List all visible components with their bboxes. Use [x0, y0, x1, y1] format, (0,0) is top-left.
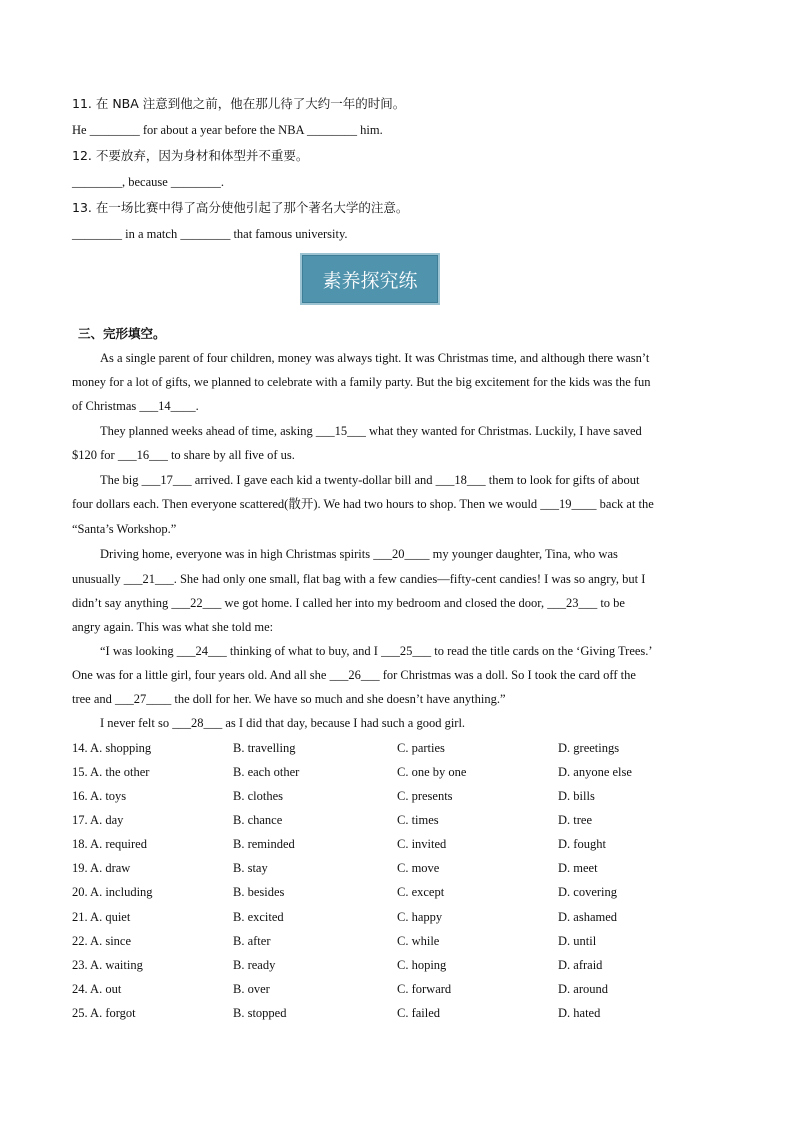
- option-d: D. fought: [558, 837, 606, 851]
- option-d: D. hated: [558, 1006, 601, 1020]
- option-b: B. travelling: [233, 741, 296, 755]
- option-b: B. chance: [233, 813, 283, 827]
- option-b: B. each other: [233, 765, 300, 779]
- option-c: C. parties: [397, 741, 445, 755]
- option-b: B. stopped: [233, 1006, 287, 1020]
- option-a: 22. A. since: [72, 934, 132, 948]
- passage-line: of Christmas ___14____.: [72, 399, 199, 413]
- option-a: 18. A. required: [72, 837, 147, 851]
- option-d: D. tree: [558, 813, 593, 827]
- option-d: D. greetings: [558, 741, 620, 755]
- passage-line: “Santa’s Workshop.”: [72, 522, 177, 536]
- option-row: [72, 884, 772, 900]
- option-b: B. ready: [233, 958, 276, 972]
- option-a: 20. A. including: [72, 885, 153, 899]
- question-12-answer-line: ________, because ________.: [72, 175, 225, 189]
- option-c: C. presents: [397, 789, 453, 803]
- passage-line: As a single parent of four children, money was always tight. It was Christmas time, and although there wasn’t: [100, 351, 650, 365]
- passage-line: tree and ___27____ the doll for her. We have so much and she doesn’t have anything.”: [72, 692, 506, 706]
- passage-line: money for a lot of gifts, we planned to celebrate with a family party. But the big excitement for the kids was the fun: [72, 375, 651, 389]
- question-11-answer-line: He ________ for about a year before the NBA ________ him.: [72, 123, 383, 137]
- option-c: C. while: [397, 934, 440, 948]
- question-11-prompt: 11. 在 NBA 注意到他之前，他在那儿待了大约一年的时间。: [72, 96, 406, 111]
- option-c: C. except: [397, 885, 445, 899]
- option-d: D. until: [558, 934, 597, 948]
- passage-line: $120 for ___16___ to share by all five of us.: [72, 448, 295, 462]
- option-a: 23. A. waiting: [72, 958, 143, 972]
- option-b: B. over: [233, 982, 270, 996]
- passage-line: didn’t say anything ___22___ we got home. I called her into my bedroom and closed the door, ___23___ to be: [72, 596, 625, 610]
- passage-line: They planned weeks ahead of time, asking ___15___ what they wanted for Christmas. Luckily, I have saved: [100, 424, 642, 438]
- passage-line: “I was looking ___24___ thinking of what to buy, and I ___25___ to read the title cards on the ‘Giving Trees.’: [100, 644, 653, 658]
- option-d: D. covering: [558, 885, 618, 899]
- option-a: 16. A. toys: [72, 789, 127, 803]
- option-row: [72, 933, 772, 949]
- option-c: C. forward: [397, 982, 452, 996]
- option-d: D. ashamed: [558, 910, 618, 924]
- option-row: [72, 812, 772, 828]
- option-b: B. clothes: [233, 789, 283, 803]
- option-c: C. move: [397, 861, 440, 875]
- option-d: D. afraid: [558, 958, 603, 972]
- option-a: 17. A. day: [72, 813, 124, 827]
- question-13-answer-line: ________ in a match ________ that famous university.: [72, 227, 348, 241]
- option-c: C. invited: [397, 837, 447, 851]
- option-row: [72, 740, 772, 756]
- passage-line: I never felt so ___28___ as I did that day, because I had such a good girl.: [100, 716, 466, 730]
- option-c: C. one by one: [397, 765, 467, 779]
- passage-line: angry again. This was what she told me:: [72, 620, 274, 634]
- option-row: [72, 860, 772, 876]
- option-a: 14. A. shopping: [72, 741, 152, 755]
- option-row: [72, 836, 772, 852]
- passage-line: four dollars each. Then everyone scattered(散开). We had two hours to shop. Then we would ___19____ back at the: [72, 497, 654, 511]
- option-d: D. anyone else: [558, 765, 632, 779]
- passage-line: One was for a little girl, four years old. And all she ___26___ for Christmas was a doll. So I took the card off the: [72, 668, 636, 682]
- option-b: B. reminded: [233, 837, 295, 851]
- option-c: C. hoping: [397, 958, 447, 972]
- question-12-prompt: 12. 不要放弃，因为身材和体型并不重要。: [72, 148, 309, 163]
- option-a: 21. A. quiet: [72, 910, 131, 924]
- option-b: B. besides: [233, 885, 285, 899]
- option-c: C. happy: [397, 910, 443, 924]
- option-row: [72, 788, 772, 804]
- passage-line: unusually ___21___. She had only one small, flat bag with a few candies—fifty-cent candies! I was so angry, but I: [72, 572, 646, 586]
- option-row: [72, 1005, 772, 1021]
- section-heading: 三、完形填空。: [78, 326, 166, 341]
- option-b: B. stay: [233, 861, 268, 875]
- option-c: C. times: [397, 813, 439, 827]
- option-d: D. bills: [558, 789, 595, 803]
- option-b: B. after: [233, 934, 271, 948]
- option-row: [72, 909, 772, 925]
- passage-line: Driving home, everyone was in high Christmas spirits ___20____ my younger daughter, Tina, who was: [100, 547, 618, 561]
- option-b: B. excited: [233, 910, 284, 924]
- option-a: 15. A. the other: [72, 765, 150, 779]
- option-a: 25. A. forgot: [72, 1006, 136, 1020]
- section-banner: 素养探究练: [300, 253, 440, 305]
- option-row: [72, 764, 772, 780]
- option-row: [72, 981, 772, 997]
- option-a: 24. A. out: [72, 982, 122, 996]
- question-13-prompt: 13. 在一场比赛中得了高分使他引起了那个著名大学的注意。: [72, 200, 409, 215]
- option-row: [72, 957, 772, 973]
- option-d: D. around: [558, 982, 608, 996]
- option-a: 19. A. draw: [72, 861, 131, 875]
- passage-line: The big ___17___ arrived. I gave each kid a twenty-dollar bill and ___18___ them to look for gifts of about: [100, 473, 640, 487]
- option-d: D. meet: [558, 861, 598, 875]
- option-c: C. failed: [397, 1006, 441, 1020]
